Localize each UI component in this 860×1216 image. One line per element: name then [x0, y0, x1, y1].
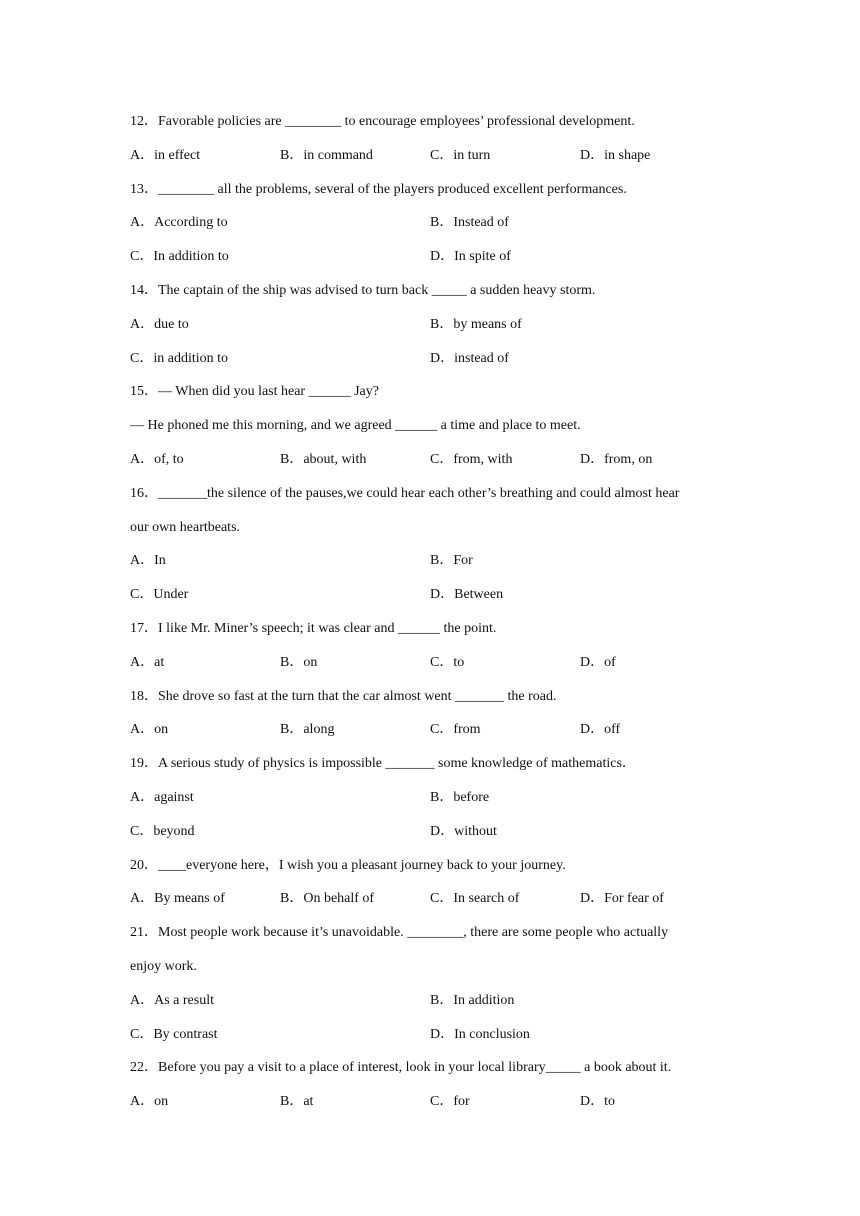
- question-block: [130, 751, 730, 852]
- question-stem-line: 15．— When did you last hear ______ Jay?: [130, 384, 379, 400]
- options-row: [130, 244, 730, 278]
- answer-option: C．beyond: [130, 823, 195, 839]
- options-row: [130, 210, 730, 244]
- question-block: [130, 481, 730, 616]
- answer-option: C．from, with: [430, 451, 513, 467]
- question-stem-line: 13．________ all the problems, several of the players produced excellent performances.: [130, 181, 627, 197]
- answer-option: B．along: [280, 722, 335, 738]
- question-block: [130, 1055, 730, 1123]
- question-stem-line: 19．A serious study of physics is impossible _______ some knowledge of mathematics．: [130, 756, 636, 772]
- answer-option: C．In addition to: [130, 249, 229, 265]
- answer-option: A．on: [130, 1094, 169, 1110]
- answer-option: B．For: [430, 553, 473, 569]
- question-stem-line: — He phoned me this morning, and we agreed ______ a time and place to meet.: [130, 418, 581, 434]
- question-block: [130, 278, 730, 379]
- answer-option: B．at: [280, 1094, 314, 1110]
- answer-option: A．In: [130, 553, 166, 569]
- answer-option: B．on: [280, 654, 318, 670]
- options-row: [130, 447, 730, 481]
- answer-option: D．In spite of: [430, 249, 511, 265]
- answer-option: D．from, on: [580, 451, 653, 467]
- answer-option: B．On behalf of: [280, 891, 375, 907]
- answer-option: B．about, with: [280, 451, 367, 467]
- answer-option: D．to: [580, 1094, 615, 1110]
- question-stem-line: 20．____everyone here，I wish you a pleasant journey back to your journey.: [130, 857, 566, 873]
- answer-option: C．By contrast: [130, 1026, 218, 1042]
- options-row: [130, 548, 730, 582]
- options-row: [130, 143, 730, 177]
- options-row: [130, 886, 730, 920]
- answer-option: C．from: [430, 722, 481, 738]
- options-row: [130, 312, 730, 346]
- answer-option: C．in addition to: [130, 350, 228, 366]
- answer-option: C．to: [430, 654, 465, 670]
- answer-option: D．without: [430, 823, 497, 839]
- answer-option: A．According to: [130, 215, 228, 231]
- answer-option: B．before: [430, 789, 490, 805]
- answer-option: A．in effect: [130, 147, 201, 163]
- question-list: [130, 109, 730, 1123]
- answer-option: D．For fear of: [580, 891, 664, 907]
- answer-option: D．of: [580, 654, 616, 670]
- answer-option: C．for: [430, 1094, 470, 1110]
- question-stem-line: 18．She drove so fast at the turn that the car almost went _______ the road.: [130, 688, 557, 704]
- answer-option: C．Under: [130, 587, 189, 603]
- answer-option: A．due to: [130, 316, 189, 332]
- answer-option: A．against: [130, 789, 194, 805]
- options-row: [130, 785, 730, 819]
- question-stem-line: 21．Most people work because it’s unavoidable. ________, there are some people who actually: [130, 925, 669, 941]
- question-block: [130, 853, 730, 921]
- question-block: [130, 920, 730, 1055]
- question-block: [130, 177, 730, 278]
- answer-option: A．As a result: [130, 992, 214, 1008]
- answer-option: A．on: [130, 722, 169, 738]
- question-block: [130, 616, 730, 684]
- question-block: [130, 109, 730, 177]
- question-block: [130, 684, 730, 752]
- question-stem-line: 12．Favorable policies are ________ to encourage employees’ professional development.: [130, 114, 635, 129]
- question-stem-line: 16．_______the silence of the pauses,we could hear each other’s breathing and could almost hear: [130, 485, 680, 501]
- options-row: [130, 1089, 730, 1123]
- question-stem-line: 22．Before you pay a visit to a place of interest, look in your local library_____ a book about it.: [130, 1060, 672, 1076]
- options-row: [130, 1022, 730, 1056]
- answer-option: B．Instead of: [430, 215, 509, 231]
- answer-option: A．of, to: [130, 451, 184, 467]
- answer-option: A．By means of: [130, 891, 225, 907]
- answer-option: D．Between: [430, 587, 504, 603]
- answer-option: B．in command: [280, 147, 373, 163]
- options-row: [130, 346, 730, 380]
- question-stem-line: enjoy work.: [130, 958, 197, 974]
- options-row: [130, 650, 730, 684]
- answer-option: B．by means of: [430, 316, 522, 332]
- question-stem-line: our own heartbeats.: [130, 519, 241, 535]
- question-block: [130, 379, 730, 480]
- answer-option: D．In conclusion: [430, 1026, 530, 1042]
- question-stem-line: 14．The captain of the ship was advised to turn back _____ a sudden heavy storm.: [130, 282, 596, 298]
- answer-option: A．at: [130, 654, 165, 670]
- options-row: [130, 582, 730, 616]
- options-row: [130, 717, 730, 751]
- answer-option: C．In search of: [430, 891, 520, 907]
- answer-option: D．off: [580, 722, 621, 738]
- question-stem-line: 17．I like Mr. Miner’s speech; it was clear and ______ the point.: [130, 620, 497, 636]
- answer-option: D．in shape: [580, 147, 651, 163]
- answer-option: D．instead of: [430, 350, 509, 366]
- answer-option: B．In addition: [430, 992, 515, 1008]
- answer-option: C．in turn: [430, 147, 491, 163]
- options-row: [130, 988, 730, 1022]
- options-row: [130, 819, 730, 853]
